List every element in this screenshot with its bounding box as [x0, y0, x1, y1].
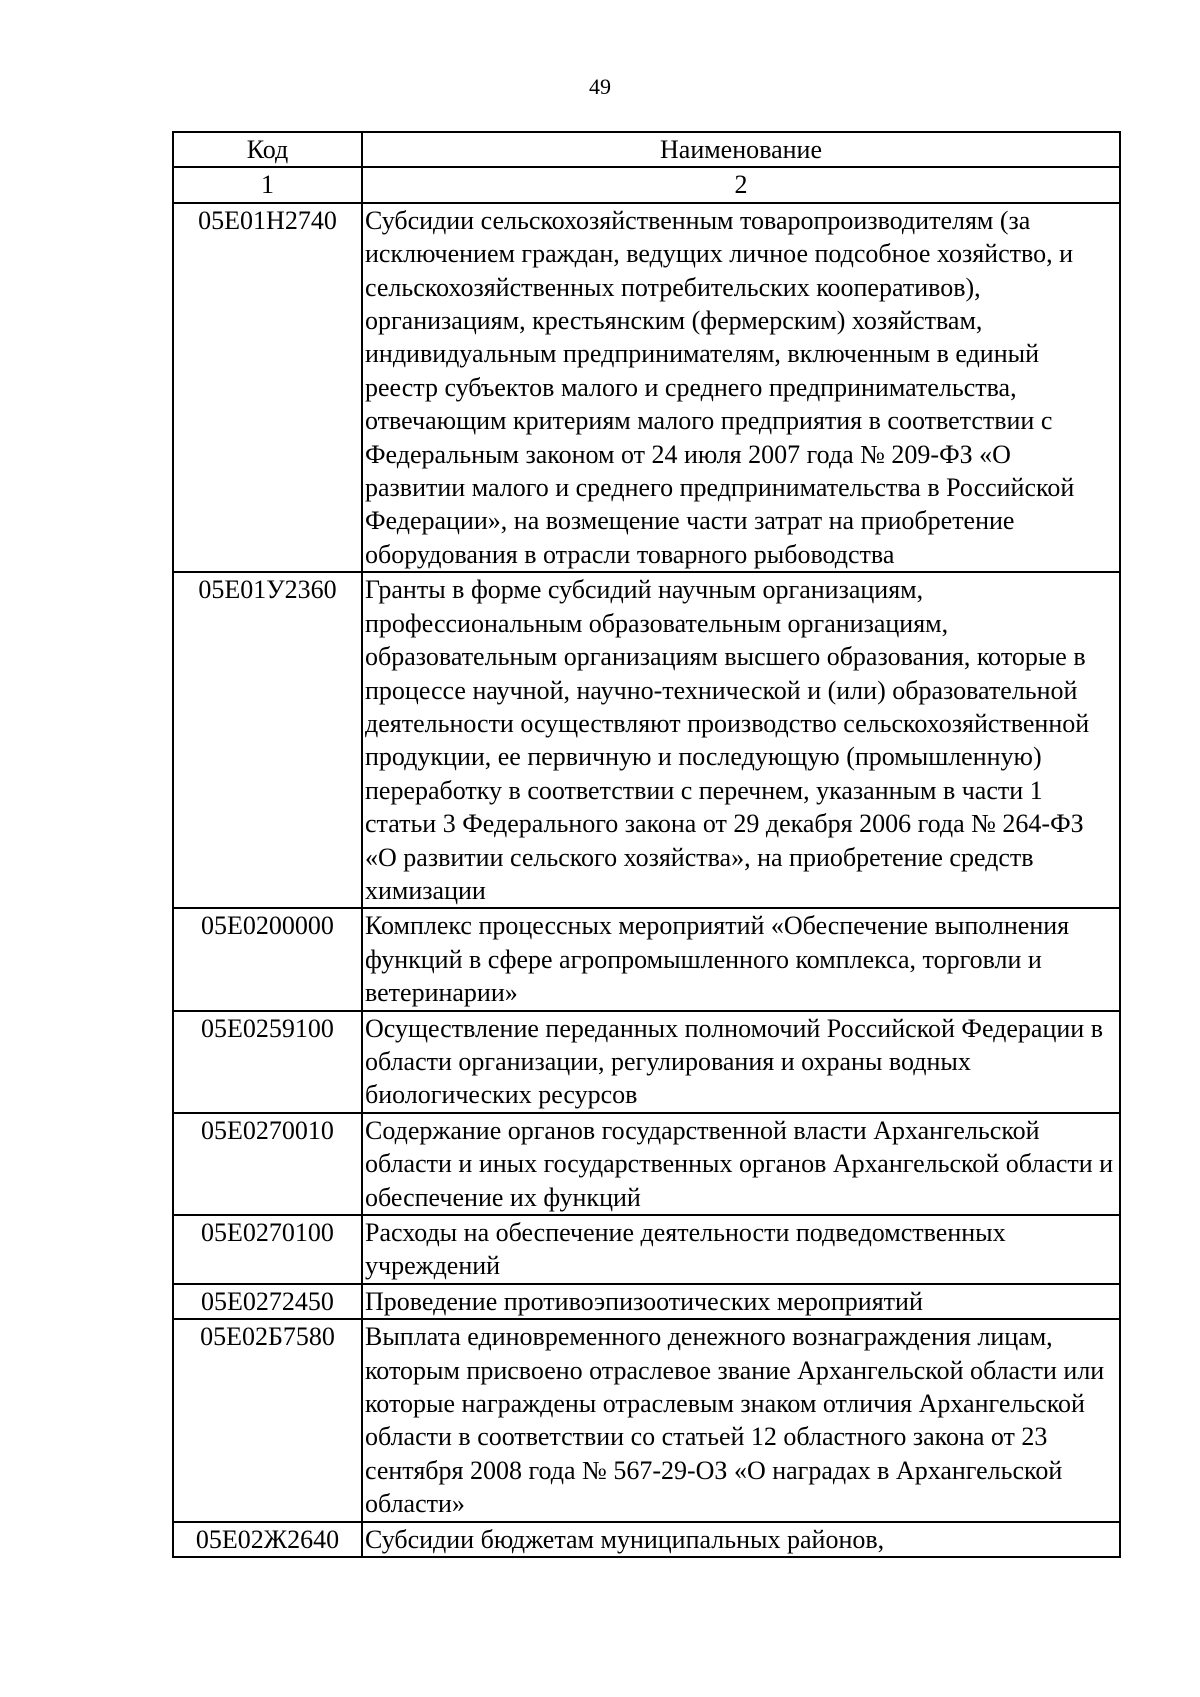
column-number-name: 2 [362, 167, 1120, 202]
table-row [173, 1522, 1120, 1557]
row-code: 05Е01У2360 [173, 572, 362, 908]
table-row [173, 908, 1120, 1010]
table-row [173, 1113, 1120, 1215]
column-number-code: 1 [173, 167, 362, 202]
row-name: Осуществление переданных полномочий Российской Федерации в области организации, регулирования и охраны водных биологических ресурсов [362, 1011, 1120, 1113]
header-name: Наименование [362, 132, 1120, 167]
row-code: 05Е0270100 [173, 1215, 362, 1284]
row-code: 05Е0272450 [173, 1284, 362, 1319]
column-number-row [173, 167, 1120, 202]
table-header [173, 132, 1120, 203]
table-row [173, 1319, 1120, 1521]
row-name: Содержание органов государственной власти Архангельской области и иных государственных органов Архангельской области и обеспечение их функций [362, 1113, 1120, 1215]
row-code: 05Е0259100 [173, 1011, 362, 1113]
table-row [173, 1284, 1120, 1319]
row-code: 05Е02Б7580 [173, 1319, 362, 1521]
table-row [173, 572, 1120, 908]
header-row [173, 132, 1120, 167]
row-name: Комплекс процессных мероприятий «Обеспечение выполнения функций в сфере агропромышленного комплекса, торговли и ветеринарии» [362, 908, 1120, 1010]
row-code: 05Е02Ж2640 [173, 1522, 362, 1557]
table-row [173, 1011, 1120, 1113]
budget-code-table [172, 131, 1121, 1558]
row-name: Выплата единовременного денежного вознаграждения лицам, которым присвоено отраслевое звание Архангельской области или которые награждены отраслевым знаком отличия Архангельской области в соответствии со статьей 12 областного закона от 23 сентября 2008 года № 567-29-ОЗ «О наградах в Архангельской области» [362, 1319, 1120, 1521]
row-name: Расходы на обеспечение деятельности подведомственных учреждений [362, 1215, 1120, 1284]
row-name: Субсидии сельскохозяйственным товаропроизводителям (за исключением граждан, ведущих личное подсобное хозяйство, и сельскохозяйственных потребительских кооперативов), организациям, крестьянским (фермерским) хозяйствам, индивидуальным предпринимателям, включенным в единый реестр субъектов малого и среднего предпринимательства, отвечающим критериям малого предприятия в соответствии с Федеральным законом от 24 июля 2007 года № 209-ФЗ «О развитии малого и среднего предпринимательства в Российской Федерации», на возмещение части затрат на приобретение оборудования в отрасли товарного рыбоводства [362, 203, 1120, 572]
header-code: Код [173, 132, 362, 167]
row-code: 05Е0270010 [173, 1113, 362, 1215]
row-name: Субсидии бюджетам муниципальных районов, [362, 1522, 1120, 1557]
row-code: 05Е0200000 [173, 908, 362, 1010]
table-row [173, 1215, 1120, 1284]
row-code: 05Е01Н2740 [173, 203, 362, 572]
row-name: Проведение противоэпизоотических мероприятий [362, 1284, 1120, 1319]
table-body [173, 203, 1120, 1557]
row-name: Гранты в форме субсидий научным организациям, профессиональным образовательным организациям, образовательным организациям высшего образования, которые в процессе научной, научно-технической и (или) образовательной деятельности осуществляют производство сельскохозяйственной продукции, ее первичную и последующую (промышленную) переработку в соответствии с перечнем, указанным в части 1 статьи 3 Федерального закона от 29 декабря 2006 года № 264-ФЗ «О развитии сельского хозяйства», на приобретение средств химизации [362, 572, 1120, 908]
table-row [173, 203, 1120, 572]
page-number: 49 [589, 74, 611, 99]
